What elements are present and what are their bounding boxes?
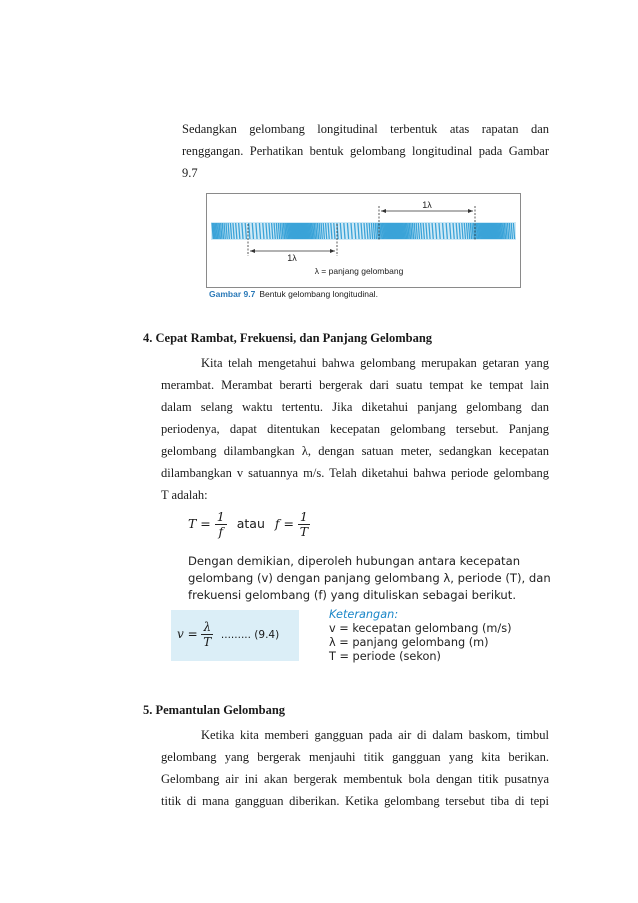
text-line: Kita telah mengetahui bahwa gelombang merupakan getaran yang (201, 356, 549, 370)
velocity-formula-box (171, 610, 299, 661)
keterangan-title: Keterangan: (329, 608, 399, 621)
section-heading-5: 5. Pemantulan Gelombang (143, 703, 286, 717)
caption-text: Bentuk gelombang longitudinal. (259, 289, 378, 299)
top-wavelength-label: 1λ (422, 200, 432, 210)
fraction (215, 510, 227, 539)
text-line: Sedangkan gelombang longitudinal terbentuk atas rapatan dan (182, 122, 549, 136)
period-frequency-formula (188, 510, 310, 539)
text-line: 9.7 (182, 166, 198, 180)
text-line: T adalah: (161, 488, 208, 502)
wavelength-legend: λ = panjang gelombang (314, 266, 404, 276)
text-line: dalam selang waktu tertentu. Jika diketahui panjang gelombang dan (161, 400, 549, 414)
spring-coils (211, 222, 516, 240)
fraction (298, 510, 310, 539)
fraction-denominator: T (203, 635, 212, 649)
fraction (201, 620, 213, 649)
text-line: dilambangkan v satuannya m/s. Telah diketahui bahwa periode gelombang (161, 466, 549, 480)
text-line: renggangan. Perhatikan bentuk gelombang longitudinal pada Gambar (182, 144, 549, 158)
bottom-wavelength-label: 1λ (287, 253, 297, 263)
text-line: titik di mana gangguan diberikan. Ketika gelombang tersebut tiba di tepi (161, 794, 549, 808)
figure-caption (209, 289, 378, 299)
fraction-numerator: 1 (216, 509, 225, 524)
fraction-numerator: λ (203, 620, 212, 634)
keterangan-item: λ = panjang gelombang (m) (329, 636, 489, 649)
fraction-denominator: T (299, 524, 309, 539)
velocity-formula (177, 620, 279, 649)
figure-longitudinal-wave (206, 193, 521, 288)
longitudinal-wave-diagram (207, 194, 520, 287)
keterangan-item: T = periode (sekon) (329, 650, 441, 663)
text-line: gelombang yang bergerak menjauhi titik gangguan yang kita berikan. (161, 750, 549, 764)
keterangan-item: v = kecepatan gelombang (m/s) (329, 622, 512, 635)
explanation-line: Dengan demikian, diperoleh hubungan antara kecepatan (188, 554, 521, 568)
intro-paragraph (182, 118, 549, 184)
fraction-denominator: f (218, 524, 224, 539)
explanation-line: gelombang (v) dengan panjang gelombang λ, periode (T), dan (188, 571, 551, 585)
formula-explanation (188, 553, 553, 604)
text-line: gelombang dilambangkan λ, dengan satuan meter, sedangkan kecepatan (161, 444, 549, 458)
formula-symbol: T = (188, 516, 211, 531)
text-line: Gelombang air ini akan bergerak membentuk bola dengan titik pusatnya (161, 772, 549, 786)
formula-symbol: v = (177, 627, 198, 641)
formula-symbol: f = (274, 516, 294, 531)
section5-paragraph (161, 724, 549, 812)
formula-word: atau (236, 516, 265, 531)
equation-number: ......... (9.4) (220, 629, 280, 641)
fraction-numerator: 1 (299, 509, 308, 524)
section4-paragraph (161, 352, 549, 506)
explanation-line: frekuensi gelombang (f) yang dituliskan sebagai berikut. (188, 588, 517, 602)
text-line: Ketika kita memberi gangguan pada air di dalam baskom, timbul (201, 728, 549, 742)
text-line: periodenya, dapat ditentukan kecepatan gelombang tersebut. Panjang (161, 422, 549, 436)
formula-panel (171, 506, 551, 666)
text-line: merambat. Merambat berarti bergerak dari suatu tempat ke tempat lain (161, 378, 549, 392)
caption-number: Gambar 9.7 (209, 289, 256, 299)
keterangan-legend (329, 608, 511, 664)
section-heading-4: 4. Cepat Rambat, Frekuensi, dan Panjang Gelombang (143, 331, 433, 345)
